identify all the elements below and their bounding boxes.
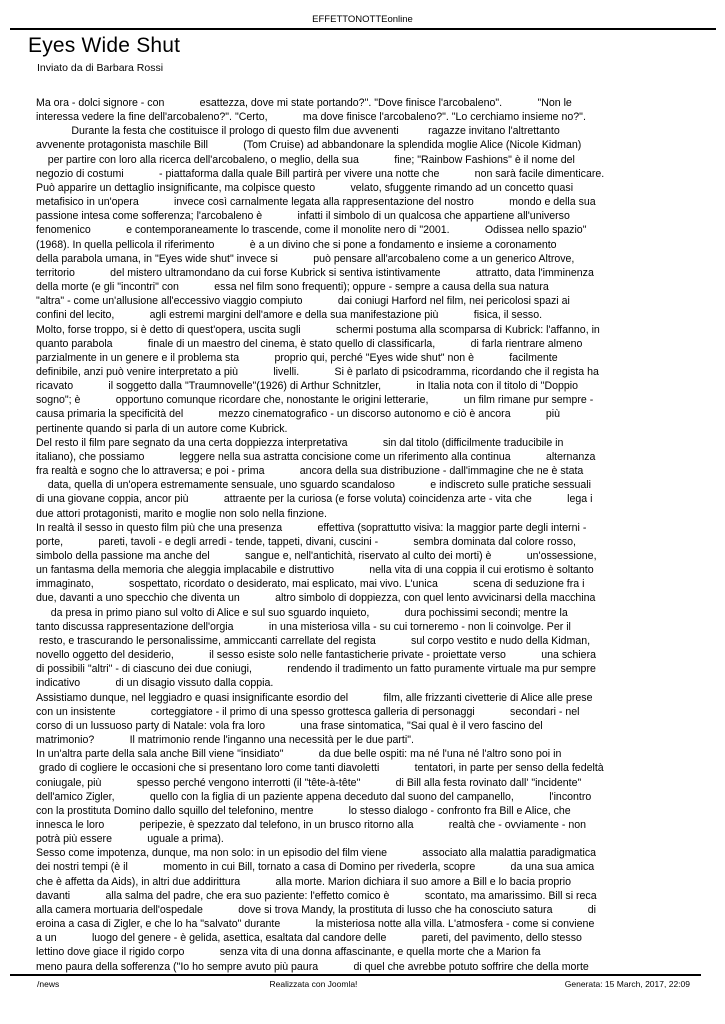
article-line: fra realtà e sogno che lo attraversa; e poi - prima ancora della sua distribuzione - dall'immagine che ne è stata [36, 465, 584, 478]
article-line: causa primaria la specificità del mezzo cinematografico - un discorso autonomo e ciò è ancora più [36, 408, 561, 421]
article-line: Molto, forse troppo, si è detto di quest'opera, uscita sugli schermi postuma alla scomparsa di Kubrick: l'affanno, in [36, 323, 600, 336]
article-line: meno paura della sofferenza ("Io ho sempre avuto più paura di quel che avrebbe potuto soffrire che della morte [36, 960, 589, 973]
article-line: di possibili "altri" - di ciascuno dei due coniugi, rendendo il tradimento un fatto puramente virtuale ma pur sempre [36, 663, 596, 676]
article-line: matrimonio? Il matrimonio rende l'inganno una necessità per le due parti". [36, 734, 414, 747]
article-line: Durante la festa che costituisce il prologo di questo film due avvenenti ragazze invitano l'altrettanto [36, 125, 560, 138]
site-name: EFFETTONOTTEonline [312, 14, 413, 25]
page-footer [37, 979, 690, 989]
article-line: dei nostri tempi (è il momento in cui Bill, tornato a casa di Domino per rivederla, scopre da una sua amica [36, 861, 595, 874]
article-line: da presa in primo piano sul volto di Alice e sul suo sguardo inquieto, dura pochissimi secondi; mentre la [36, 606, 568, 619]
article-line: metafisico in un'opera invece così carnalmente legata alla rappresentazione del nostro mondo e della sua [36, 196, 596, 209]
article-line: Può apparire un dettaglio insignificante, ma colpisce questo velato, sfuggente rimando ad un concetto quasi [36, 181, 574, 194]
article-line: eroina a casa di Zigler, e che lo ha "salvato" durante la misteriosa notte alla villa. L'atmosfera - come si conviene [36, 918, 595, 931]
article-line: un fantasma della memoria che aleggia implacabile e distruttivo nella vita di una coppia il cui erotismo è soltanto [36, 564, 594, 577]
article-line: pertinente quando si parla di un autore come Kubrick. [36, 422, 288, 435]
article-line: confini del lecito, agli estremi margini dell'amore e della sua manifestazione più fisica, il sesso. [36, 309, 543, 322]
footer-timestamp: Generata: 15 March, 2017, 22:09 [564, 979, 690, 989]
article-line: parzialmente in un genere e il problema sta proprio qui, perché "Eyes wide shut" non è facilmente [36, 351, 558, 364]
article-line: Del resto il film pare segnato da una certa doppiezza interpretativa sin dal titolo (difficilmente traducibile in [36, 436, 564, 449]
article-line: indicativo di un disagio vissuto dalla coppia. [36, 677, 274, 690]
article-line: porte, pareti, tavoli - e degli arredi - tende, tappeti, divani, cuscini - sembra dominata dal colore rosso, [36, 535, 576, 548]
header-divider [10, 28, 716, 30]
article-line: In un'altra parte della sala anche Bill viene "insidiato" da due belle ospiti: ma né l'una né l'altro sono poi in [36, 748, 562, 761]
article-line: coniugale, più spesso perché vengono interrotti (il "tête-à-tête" di Bill alla festa rovinato dall' "incidente" [36, 776, 582, 789]
article-line: (1968). In quella pellicola il riferimento è a un divino che si pone a fondamento e insieme a coronamento [36, 238, 557, 251]
article-line: della morte (e gli "incontri" con essa nel film sono frequenti); oppure - sempre a causa della sua natura [36, 281, 549, 294]
article-line: avvenente protagonista maschile Bill (Tom Cruise) ad abbandonare la splendida moglie Alice (Nicole Kidman) [36, 139, 582, 152]
article-line: innesca le loro peripezie, è spezzato dal telefono, in un brusco ritorno alla realtà che - ovviamente - non [36, 818, 586, 831]
article-line: lettino dove giace il rigido corpo senza vita di una donna affascinante, e quella morte che a Marion fa [36, 946, 541, 959]
page-title: Eyes Wide Shut [28, 34, 181, 57]
article-line: della parabola umana, in "Eyes wide shut" invece si può pensare all'arcobaleno come a un generico Altrove, [36, 252, 575, 265]
article-line: immaginato, sospettato, ricordato o desiderato, mai esplicato, mai vivo. L'unica scena di seduzione fra i [36, 578, 585, 591]
article-line: con un insistente corteggiatore - il primo di una spesso grottesca galleria di personaggi secondari - nel [36, 705, 580, 718]
article-line: data, quella di un'opera estremamente sensuale, uno sguardo scandaloso e indiscreto sulle pratiche sessuali [36, 479, 591, 492]
article-line: per partire con loro alla ricerca dell'arcobaleno, o meglio, della sua fine; "Rainbow Fashions" è il nome del [36, 153, 575, 166]
article-line: definibile, anzi può venire interpretato a più livelli. Si è parlato di psicodramma, ricordando che il regista ha [36, 365, 599, 378]
article-line: due, davanti a uno specchio che diventa un altro simbolo di doppiezza, con quel lento avvicinarsi della macchina [36, 592, 596, 605]
article-line: novello oggetto del desiderio, il sesso esiste solo nelle fantasticherie private - proiettate verso una schiera [36, 649, 596, 662]
article-line: territorio del mistero ultramondano da cui forse Kubrick si sentiva istintivamente attratto, data l'imminenza [36, 266, 594, 279]
article-line: due attori protagonisti, marito e moglie non solo nella finzione. [36, 507, 327, 520]
article-line: interessa vedere la fine dell'arcobaleno?". "Certo, ma dove finisce l'arcobaleno?". "Lo cerchiamo insieme no?". [36, 111, 586, 124]
article-line: ricavato il soggetto dalla "Traumnovelle"(1926) di Arthur Schnitzler, in Italia nota con il titolo di "Doppio [36, 380, 579, 393]
footer-path: /news [37, 979, 60, 989]
article-line: alla camera mortuaria dell'ospedale dove si trova Mandy, la prostituta di lusso che ha conosciuto satura di [36, 903, 597, 916]
article-line: negozio di costumi - piattaforma dalla quale Bill partirà per vivere una notte che non sarà facile dimenticare. [36, 167, 605, 180]
article-line: sogno"; è opportuno comunque ricordare che, nonostante le origini letterarie, un film rimane pur sempre - [36, 394, 594, 407]
article-line: con la prostituta Domino dallo squillo del telefonino, mentre lo stesso dialogo - confronto fra Bill e Alice, che [36, 804, 571, 817]
article-line: di una giovane coppia, ancor più attraente per la curiosa (e forse voluta) coincidenza arte - vita che lega i [36, 493, 593, 506]
article-body [36, 96, 715, 974]
article-line: davanti alla salma del padre, che era suo paziente: l'effetto comico è scontato, ma amarissimo. Bill si reca [36, 889, 597, 902]
article-line: che è affetta da Aids), in altri due addirittura alla morte. Marion dichiara il suo amore a Bill e lo bacia proprio [36, 875, 572, 888]
article-line: italiano), che possiamo leggere nella sua astratta concisione come un riferimento alla continua alternanza [36, 450, 596, 463]
article-line: passione intesa come sofferenza; l'arcobaleno è infatti il simbolo di un qualcosa che appartiene all'universo [36, 210, 570, 223]
article-line: Sesso come impotenza, dunque, ma non solo: in un episodio del film viene associato alla malattia paradigmatica [36, 847, 597, 860]
article-line: fenomenico e contemporaneamente lo trascende, come il monolite nero di "2001. Odissea nello spazio" [36, 224, 587, 237]
footer-divider [10, 974, 701, 976]
article-byline: Inviato da di Barbara Rossi [37, 62, 164, 74]
article-line: quanto parabola finale di un maestro del cinema, è stato quello di classificarla, di farla rientrare almeno [36, 337, 583, 350]
footer-generator: Realizzata con Joomla! [269, 979, 358, 989]
article-line: a un luogo del genere - è gelida, asettica, esaltata dal candore delle pareti, del pavimento, dello stesso [36, 932, 582, 945]
article-line: tanto discussa rappresentazione dell'orgia in una misteriosa villa - su cui torneremo - non li coinvolge. Per il [36, 620, 571, 633]
article-line: resto, e trascurando le personalissime, ammiccanti carrellate del regista sul corpo vestito e nudo della Kidman, [36, 634, 591, 647]
article-line: dell'amico Zigler, quello con la figlia di un paziente appena deceduto dal suono del campanello, l'incontro [36, 790, 592, 803]
article-line: corso di un lussuoso party di Natale: vola fra loro una frase sintomatica, "Sai qual è il vero fascino del [36, 719, 543, 732]
article-line: potrà più essere uguale a prima). [36, 833, 224, 846]
article-line: grado di cogliere le occasioni che si presentano loro come tanti diavoletti tentatori, in parte per senso della fedeltà [36, 762, 604, 775]
article-line: Assistiamo dunque, nel leggiadro e quasi insignificante esordio del film, alle frizzanti civetterie di Alice alle prese [36, 691, 593, 704]
article-line: "altra" - come un'allusione all'eccessivo viaggio compiuto dai coniugi Harford nel film, nei pericolosi spazi ai [36, 295, 570, 308]
article-line: In realtà il sesso in questo film più che una presenza effettiva (soprattutto visiva: la maggior parte degli interni - [36, 521, 587, 534]
article-line: Ma ora - dolci signore - con esattezza, dove mi state portando?". "Dove finisce l'arcobaleno". "Non le [36, 97, 572, 109]
article-line: simbolo della passione ma anche del sangue e, nell'antichità, riservato al culto dei morti) è un'ossessione, [36, 550, 597, 562]
